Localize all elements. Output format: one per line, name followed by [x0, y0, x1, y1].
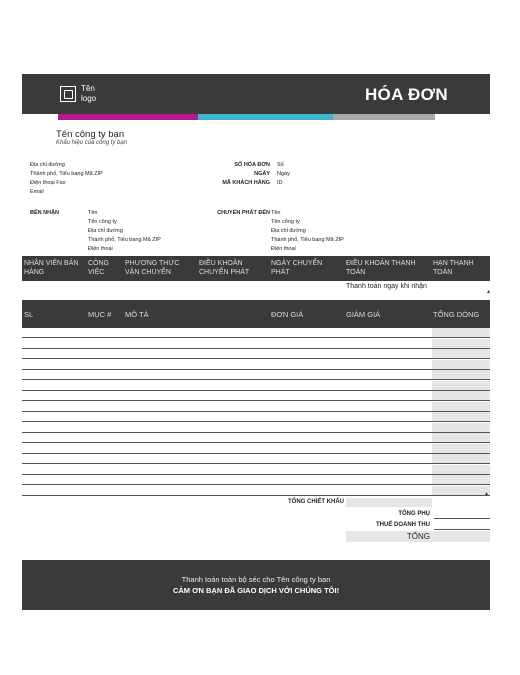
table-row[interactable] [22, 402, 490, 412]
table-row[interactable] [22, 423, 490, 433]
items-table-header [22, 300, 490, 328]
table-row[interactable] [22, 412, 490, 422]
table-row[interactable] [22, 433, 490, 443]
bill-to-line[interactable]: Thành phố, Tiểu bang Mã ZIP [88, 237, 161, 243]
bill-to-label: BÊN NHẬN [30, 210, 60, 216]
info-table-header [22, 256, 490, 281]
ship-to-label: CHUYỂN PHÁT ĐẾN [217, 210, 270, 216]
line-total-cell[interactable] [432, 402, 490, 411]
delivery-date-header: NGÀY CHUYỂN PHÁT [271, 260, 323, 276]
line-total-cell[interactable] [432, 433, 490, 442]
sales-tax-label: THUẾ DOANH THU [376, 522, 430, 528]
total-discount-label: TỔNG CHIẾT KHẤU [288, 499, 344, 505]
line-total-cell[interactable] [432, 486, 490, 495]
company-name: Tên công ty bạn [56, 129, 125, 140]
line-total-cell[interactable] [432, 423, 490, 432]
cell-marker-icon: ▴ [485, 491, 489, 497]
sales-tax-field[interactable] [434, 521, 490, 530]
grand-total-field[interactable] [434, 531, 490, 542]
line-total-cell[interactable] [432, 339, 490, 348]
payment-instruction: Thanh toán toàn bộ séc cho Tên công ty bạn [181, 575, 331, 584]
bill-to-line[interactable]: Điện thoại [88, 246, 113, 252]
subtotal-field[interactable] [434, 510, 490, 519]
due-date-header: HẠN THANH TOÁN [433, 260, 474, 276]
address-line: Điện thoại Fax [30, 180, 66, 186]
date-field[interactable]: Ngày [277, 171, 290, 177]
line-total-cell[interactable] [432, 349, 490, 358]
address-line: Email [30, 189, 44, 195]
table-row[interactable] [22, 444, 490, 454]
invoice-number-label: SỐ HÓA ĐƠN [234, 162, 270, 168]
customer-id-field[interactable]: ID [277, 180, 283, 186]
table-row[interactable] [22, 360, 490, 370]
line-total-cell[interactable] [432, 465, 490, 474]
line-total-cell[interactable] [432, 475, 490, 484]
total-discount-field[interactable] [346, 498, 432, 507]
line-total-cell[interactable] [432, 412, 490, 421]
line-total-header: TỔNG DÒNG [433, 310, 480, 319]
table-row[interactable] [22, 349, 490, 359]
payment-terms-field[interactable]: Thanh toán ngay khi nhận [346, 283, 427, 290]
item-number-header: MỤC # [88, 310, 112, 319]
customer-id-label: MÃ KHÁCH HÀNG [222, 180, 270, 186]
line-total-cell[interactable] [432, 360, 490, 369]
table-row[interactable] [22, 454, 490, 464]
ship-to-line[interactable]: Điện thoại [271, 246, 296, 252]
table-row[interactable] [22, 328, 490, 338]
table-row[interactable] [22, 391, 490, 401]
date-label: NGÀY [254, 171, 270, 177]
invoice-footer [22, 560, 490, 610]
invoice-meta-values [277, 161, 290, 188]
table-row[interactable] [22, 381, 490, 391]
table-row[interactable] [22, 475, 490, 485]
stripe-cyan [198, 114, 333, 120]
bill-to-block [88, 209, 161, 254]
company-address [30, 161, 103, 197]
subtotal-label: TỔNG PHỤ [398, 511, 430, 517]
line-total-cell[interactable] [432, 370, 490, 379]
logo-icon [60, 86, 76, 102]
bill-to-line[interactable]: Tên [88, 210, 98, 216]
line-total-cell[interactable] [432, 454, 490, 463]
bill-to-line[interactable]: Địa chỉ đường [88, 228, 123, 234]
cell-marker-icon: ▴ [486, 289, 490, 295]
unit-price-header: ĐƠN GIÁ [271, 310, 304, 319]
payment-terms-header: ĐIỀU KHOẢN THANH TOÁN [346, 260, 416, 276]
shipping-terms-header: ĐIỀU KHOẢN CHUYỂN PHÁT [199, 260, 250, 276]
thank-you-message: CẢM ƠN BẠN ĐÃ GIAO DỊCH VỚI CHÚNG TÔI! [172, 586, 340, 595]
ship-to-block [271, 209, 344, 254]
salesperson-header: NHÂN VIÊN BÁN HÀNG [24, 260, 79, 276]
job-header: CÔNG VIỆC [88, 260, 109, 276]
qty-header: SL [24, 310, 34, 319]
ship-to-line[interactable]: Tên [271, 210, 281, 216]
line-total-cell[interactable] [432, 444, 490, 453]
stripe-magenta [58, 114, 198, 120]
line-total-cell[interactable] [432, 381, 490, 390]
ship-to-line[interactable]: Địa chỉ đường [271, 228, 306, 234]
table-row[interactable] [22, 486, 490, 496]
bill-to-line[interactable]: Tên công ty [88, 219, 117, 225]
accent-stripes [58, 114, 435, 120]
invoice-header [22, 74, 490, 114]
table-row[interactable] [22, 339, 490, 349]
discount-header: GIẢM GIÁ [346, 310, 381, 319]
address-line: Thành phố, Tiểu bang Mã ZIP [30, 171, 103, 177]
line-total-cell[interactable] [432, 391, 490, 400]
invoice-title: HÓA ĐƠN [364, 85, 448, 104]
description-header: MÔ TẢ [125, 310, 149, 319]
line-total-cell[interactable] [432, 328, 490, 337]
address-line: Địa chỉ đường [30, 162, 65, 168]
info-table-values [22, 282, 490, 295]
grand-total-label: TỔNG [406, 532, 430, 541]
invoice-meta-labels [190, 161, 270, 188]
stripe-gray [333, 114, 435, 120]
invoice-number-field[interactable]: Số [277, 162, 284, 168]
table-row[interactable] [22, 370, 490, 380]
table-row[interactable] [22, 465, 490, 475]
shipping-method-header: PHƯƠNG THỨC VẬN CHUYỂN [125, 260, 180, 276]
logo-label: Tên logo [81, 84, 97, 103]
ship-to-line[interactable]: Tên công ty [271, 219, 300, 225]
company-slogan: Khẩu hiệu của công ty bạn [56, 140, 128, 146]
ship-to-line[interactable]: Thành phố, Tiểu bang Mã ZIP [271, 237, 344, 243]
